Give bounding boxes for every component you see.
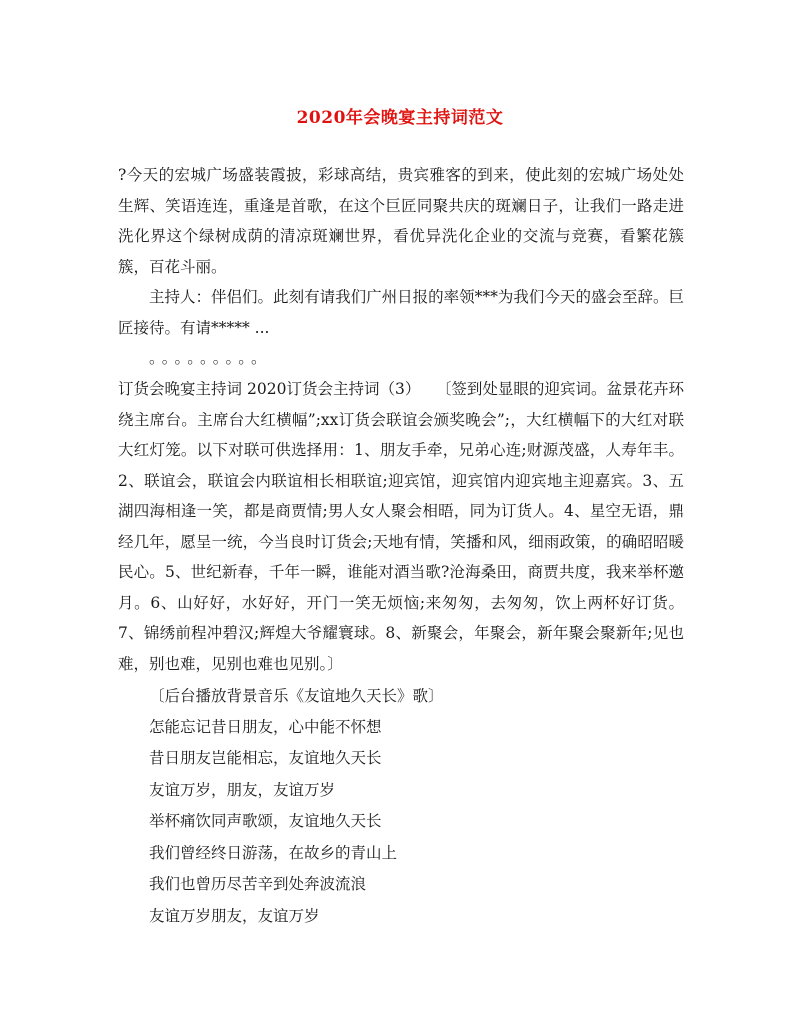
lyric-line: 举杯痛饮同声歌颂，友谊地久天长 [149,812,382,830]
music-note: 〔后台播放背景音乐《友谊地久天长》歌〕 [149,687,444,705]
lyric-line: 友谊万岁朋友，友谊万岁 [149,906,320,925]
ellipsis-dots: 。。。。。。。。。 [149,349,272,367]
lyric-line: 我们也曾历尽苦辛到处奔波流浪 [149,875,367,893]
lyric-line: 友谊万岁，朋友，友谊万岁 [149,780,336,799]
document-title: 2020年会晚宴主持词范文 [296,108,504,128]
lyric-line: 怎能忘记昔日朋友，心中能不怀想 [149,717,382,736]
document-body [118,160,684,932]
lyric-line: 我们曾经终日游荡，在故乡的青山上 [149,843,398,862]
host-paragraph: 主持人：伴侣们。此刻有请我们广州日报的率领***为我们今天的盛会至辞。巨匠接待。有请***** ... [118,288,684,337]
order-meeting-paragraph: 订货会晚宴主持词 2020订货会主持词（3） 〔签到处显眼的迎宾词。盆景花卉环绕主席台。主席台大红横幅”;xx订货会联谊会颁奖晚会”;，大红横幅下的大红对联大红灯笼。以下对联可供选择用：1、朋友手牵，兄弟心连;财源茂盛，人寿年丰。2、联谊会，联谊会内联谊相长相联谊;迎宾馆，迎宾馆内迎宾地主迎嘉宾。3、五湖四海相逢一笑，都是商贾情;男人女人聚会相晤，同为订货人。4、星空无语，鼎经几年，愿呈一统，今当良时订货会;天地有情，笑播和风，细雨政策，的确昭昭暖民心。5、世纪新春，千年一瞬，谁能对酒当歌?沧海桑田，商贾共度，我来举杯邀月。6、山好好，水好好，开门一笑无烦恼;来匆匆，去匆匆，饮上两杯好订货。7、锦绣前程冲碧汉;辉煌大爷耀寰球。8、新聚会，年聚会，新年聚会聚新年;见也难，别也难，见别也难也见别。〕 [118,380,684,673]
intro-paragraph: ?今天的宏城广场盛装霞披，彩球高结，贵宾雅客的到来，使此刻的宏城广场处处生辉、笑语连连，重逢是首歌，在这个巨匠同聚共庆的斑斓日子，让我们一路走进洗化界这个绿树成荫的清凉斑斓世界，看优异洗化企业的交流与竞赛，看繁花簇簇，百花斗丽。 [118,166,684,276]
lyric-line: 昔日朋友岂能相忘，友谊地久天长 [149,749,382,767]
